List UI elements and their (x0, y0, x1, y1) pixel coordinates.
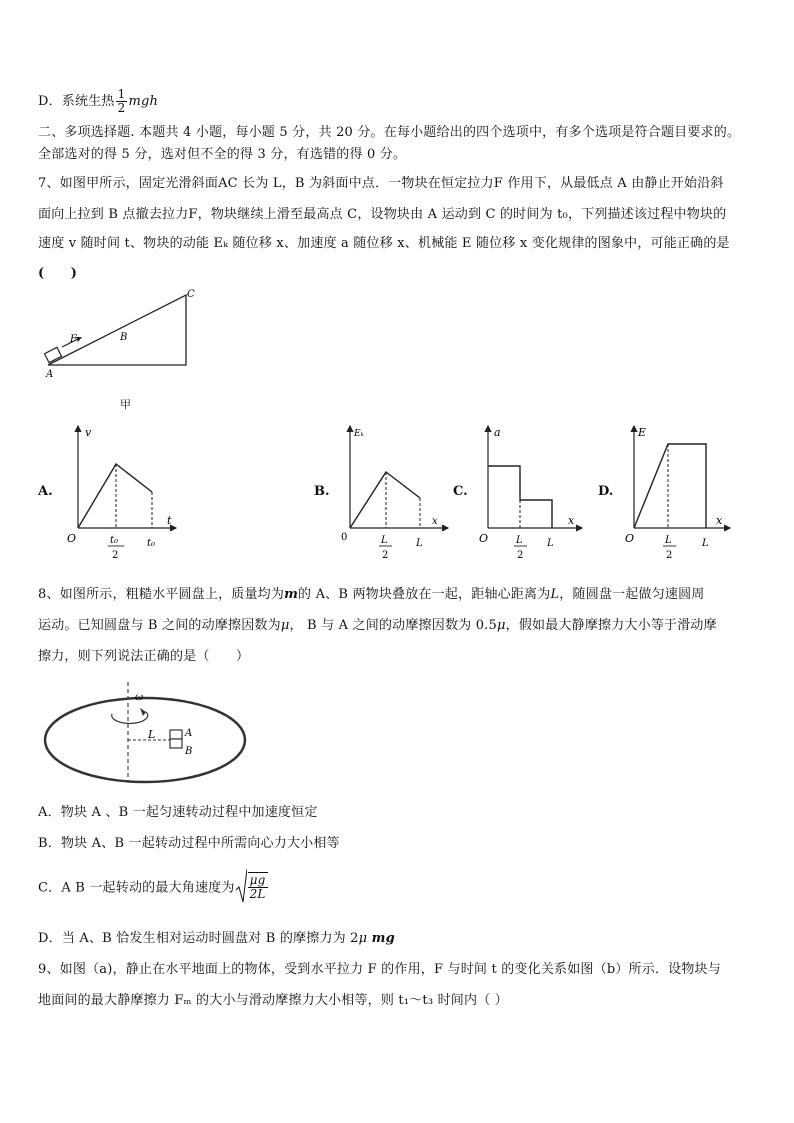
q7-line2: 面向上拉到 B 点撤去拉力F，物块继续上滑至最高点 C，设物块由 A 运动到 C 的时间为 t₀，下列描述该过程中物块的 (38, 207, 727, 222)
sqrt-expression: $\frac{\mu g}{2L}$ (235, 868, 269, 904)
axis-label-ek: Eₖ (354, 429, 364, 439)
label-C: C (187, 289, 195, 300)
section2-line1: 二、多项选择题. 本题共 4 小题，每小题 5 分，共 20 分。在每小题给出的四个选项中，有多个选项是符合题目要求的。 (38, 125, 741, 140)
axis-label-e: E (638, 426, 647, 439)
tick-end: L (547, 538, 554, 549)
q6-option-d: D．系统生热 $\frac{1}{2}$ mgh (38, 87, 159, 115)
kinetic-energy-curve (350, 472, 420, 528)
q9-line2: 地面间的最大静摩擦力 Fₘ 的大小与滑动摩擦力大小相等，则 t₁～t₃ 时间内（ ） (38, 993, 508, 1008)
q7-option-a-letter[interactable]: A. (38, 484, 53, 499)
q7-option-b-letter[interactable]: B. (314, 484, 330, 499)
section2-line2: 全部选对的得 5 分，选对但不全的得 3 分，有选错的得 0 分。 (38, 147, 407, 162)
axis-label-x: x (716, 514, 723, 527)
q8-option-b[interactable]: B．物块 A、B 一起转动过程中所需向心力大小相等 (38, 836, 340, 851)
q8-line2: 运动。已知圆盘与 B 之间的动摩擦因数为μ， B 与 A 之间的动摩擦因数为 0.5μ，假如最大静摩擦力大小等于滑动摩 (38, 618, 717, 633)
axis-label-t: t (167, 514, 172, 527)
tick-half-den: 2 (382, 550, 389, 561)
axis-label-v: v (85, 426, 92, 439)
q8-disc-figure (40, 678, 250, 788)
block-a (170, 730, 182, 739)
mechanical-energy-curve (634, 444, 706, 528)
origin-label: O (479, 532, 489, 545)
block (44, 347, 61, 362)
q7-option-d-graph (620, 422, 740, 562)
q7-option-c-graph (474, 422, 594, 562)
tick-half-den: 2 (112, 550, 119, 561)
q8-option-d[interactable]: D．当 A、B 恰发生相对运动时圆盘对 B 的摩擦力为 2μ mg (38, 931, 395, 946)
label-L: L (148, 728, 156, 741)
label-A: A (46, 369, 54, 380)
block-b (170, 739, 182, 748)
velocity-curve (78, 464, 152, 528)
label-F: F (70, 334, 77, 345)
tick-end: t₀ (147, 538, 156, 549)
q7-answer-blank: ( ) (38, 266, 78, 281)
origin-label: O (625, 532, 635, 545)
q8-line1: 8、如图所示，粗糙水平圆盘上，质量均为m的 A、B 两物块叠放在一起，距轴心距离为L，随圆盘一起做匀速圆周 (38, 587, 705, 602)
label-omega: ω (135, 692, 144, 703)
q8-option-a[interactable]: A．物块 A 、B 一起匀速转动过程中加速度恒定 (38, 805, 318, 820)
label-A: A (185, 728, 193, 739)
axis-label-x: x (568, 514, 575, 527)
acceleration-curve (488, 466, 552, 528)
q7-line1: 7、如图甲所示，固定光滑斜面AC 长为 L，B 为斜面中点．一物块在恒定拉力F 作用下，从最低点 A 由静止开始沿斜 (38, 176, 724, 191)
q7-option-b-graph (336, 422, 456, 562)
q7-line3: 速度 v 随时间 t、物块的动能 Eₖ 随位移 x、加速度 a 随位移 x、机械能 E 随位移 x 变化规律的图象中，可能正确的是 (38, 236, 730, 251)
q7-incline-figure (36, 285, 206, 385)
axis-label-x: x (432, 516, 438, 527)
q7-option-c-letter[interactable]: C. (453, 484, 468, 499)
q7-option-d-letter[interactable]: D. (598, 484, 614, 499)
incline-triangle (48, 295, 186, 365)
tick-half-den: 2 (517, 550, 524, 561)
tick-half-num: t₀ (110, 535, 119, 546)
label-B: B (185, 746, 193, 757)
label-B: B (120, 332, 128, 343)
q8-option-c[interactable]: C．A B 一起转动的最大角速度为 $\frac{\mu g}{2L}$ (38, 868, 269, 904)
axis-label-a: a (494, 426, 501, 439)
tick-half-num: L (665, 535, 672, 546)
q9-line1: 9、如图（a)，静止在水平地面上的物体，受到水平拉力 F 的作用，F 与时间 t 的变化关系如图（b）所示．设物块与 (38, 962, 721, 977)
origin-label: 0 (341, 532, 348, 543)
q7-option-a-graph (64, 422, 184, 562)
origin-label: O (67, 532, 77, 545)
q7-figure-caption: 甲 (120, 398, 131, 411)
q8-line3: 擦力，则下列说法正确的是（ ） (38, 649, 250, 664)
tick-half-num: L (381, 535, 388, 546)
tick-end: L (416, 538, 423, 549)
fraction-one-half: $\frac{1}{2}$ (117, 87, 126, 115)
tick-end: L (702, 538, 709, 549)
tick-half-den: 2 (666, 550, 673, 561)
tick-half-num: L (516, 535, 523, 546)
